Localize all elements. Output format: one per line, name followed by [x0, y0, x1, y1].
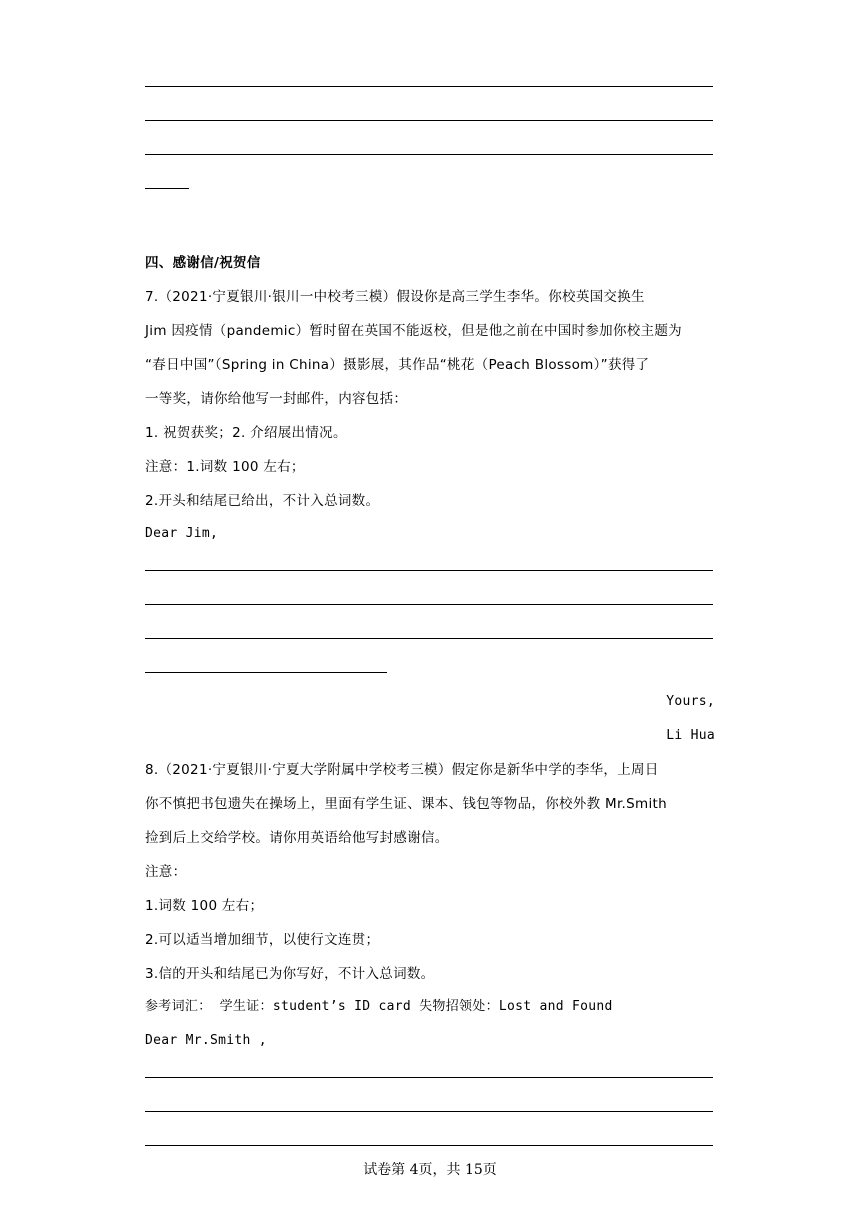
section-heading: 四、感谢信/祝贺信 — [145, 255, 261, 271]
q8-line: 捡到后上交给学校。请你用英语给他写封感谢信。 — [145, 830, 449, 846]
page-footer: 试卷第 4页，共 15页 — [363, 1162, 497, 1178]
q7-line: 7.（2021·宁夏银川·银川一中校考三模）假设你是高三学生李华。你校英国交换生 — [145, 289, 645, 305]
answer-line — [145, 154, 713, 155]
q8-line: 你不慎把书包遗失在操场上，里面有学生证、课本、钱包等物品，你校外教 Mr.Smith — [145, 796, 667, 812]
q7-line: 注意：1.词数 100 左右； — [145, 459, 305, 475]
answer-line — [145, 1077, 713, 1078]
answer-line-end — [145, 672, 387, 673]
q7-line: “春日中国”（Spring in China）摄影展，其作品“桃花（Peach Blossom）”获得了 — [145, 357, 650, 373]
q7-line: 1. 祝贺获奖；2. 介绍展出情况。 — [145, 425, 347, 441]
answer-line — [145, 638, 713, 639]
q8-line: 3.信的开头和结尾已为你写好，不计入总词数。 — [145, 966, 435, 982]
answer-line — [145, 86, 713, 87]
q8-salutation: Dear Mr.Smith , — [145, 1033, 267, 1048]
answer-line — [145, 1145, 713, 1146]
q8-line: 1.词数 100 左右； — [145, 898, 264, 914]
q7-line: 一等奖，请你给他写一封邮件，内容包括： — [145, 391, 408, 407]
q8-line: 2.可以适当增加细节，以使行文连贯； — [145, 932, 380, 948]
q7-salutation: Dear Jim, — [145, 526, 219, 541]
q8-line: 注意： — [145, 864, 187, 880]
answer-line — [145, 570, 713, 571]
q7-line: Jim 因疫情（pandemic）暂时留在英国不能返校，但是他之前在中国时参加你校主题为 — [145, 323, 682, 339]
answer-line — [145, 1111, 713, 1112]
q8-line: 8.（2021·宁夏银川·宁夏大学附属中学校考三模）假定你是新华中学的李华，上周日 — [145, 762, 659, 778]
q7-closing: Yours, — [666, 694, 715, 709]
q7-line: 2.开头和结尾已给出，不计入总词数。 — [145, 493, 380, 509]
answer-line — [145, 120, 713, 121]
answer-line-end — [145, 188, 189, 189]
q7-signature: Li Hua — [666, 728, 715, 743]
answer-line — [145, 604, 713, 605]
q8-vocab: 参考词汇： 学生证：student’s ID card 失物招领处：Lost and Found — [145, 999, 613, 1014]
